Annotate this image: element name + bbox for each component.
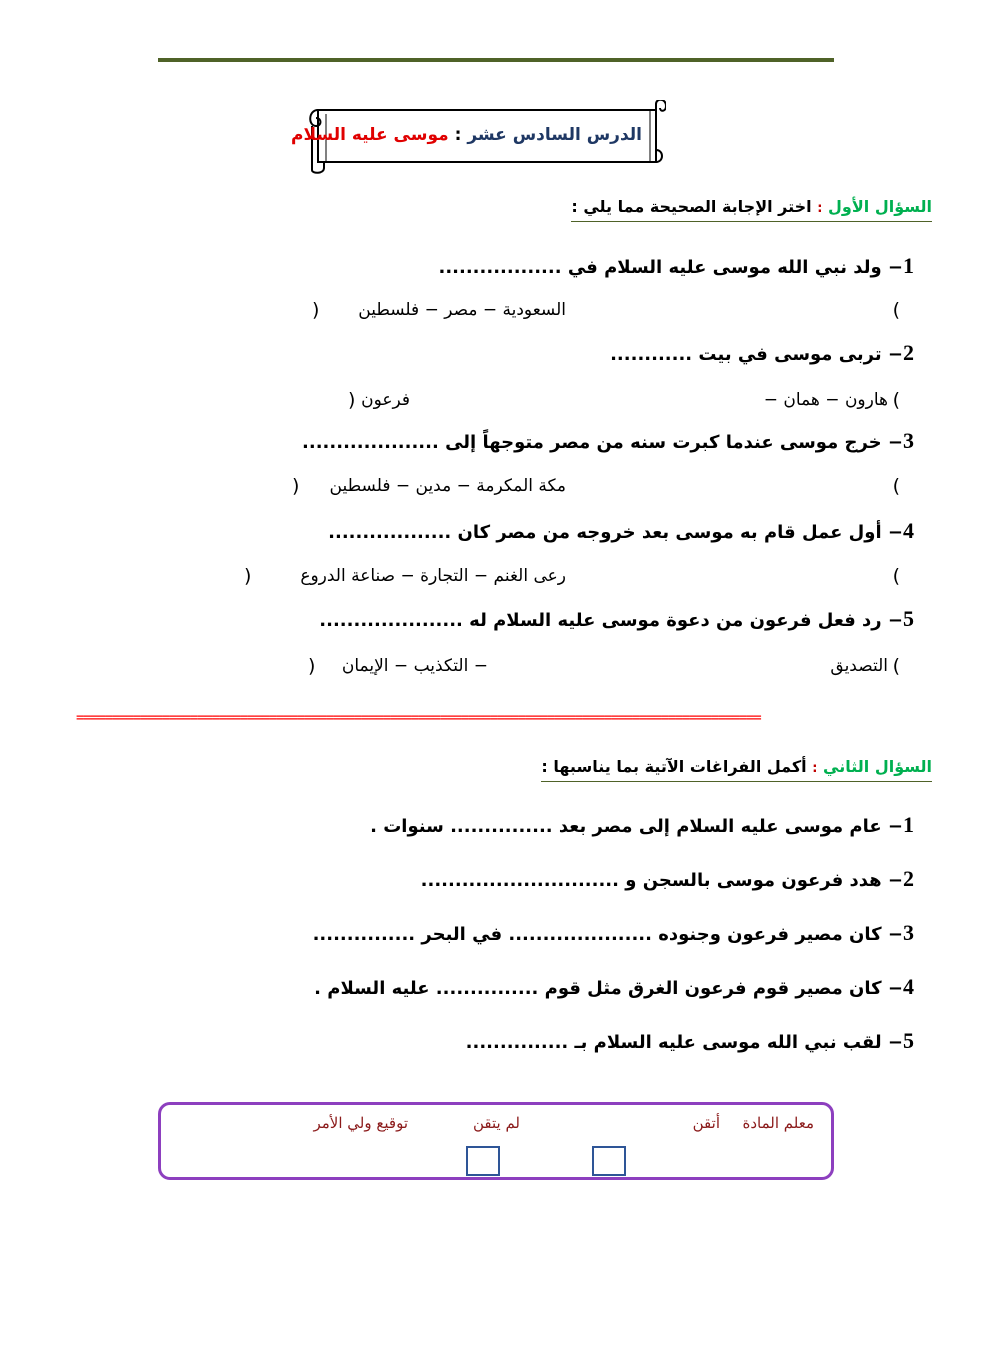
question-options: مكة المكرمة − مدين − فلسطين: [329, 476, 566, 496]
options-open-paren: (: [892, 655, 900, 677]
mastered-checkbox[interactable]: [592, 1146, 626, 1176]
section2-question-4: [314, 974, 914, 1002]
section-divider: ================================================================================================: [76, 710, 761, 726]
not-mastered-checkbox[interactable]: [466, 1146, 500, 1176]
section2-heading-label: السؤال الثاني: [823, 757, 932, 776]
options-close-paren: ): [244, 565, 252, 587]
section1-question-4: [328, 518, 914, 546]
section1-heading-text: اختر الإجابة الصحيحة مما يلي :: [571, 197, 812, 216]
mastered-label: أتقن: [692, 1114, 720, 1132]
question-text: − خرج موسى عندما كبرت سنه من مصر متوجهاً إلى ....................: [302, 432, 903, 453]
lesson-title-banner: [291, 100, 666, 174]
lesson-title: [291, 120, 642, 150]
section1-question-5: [319, 606, 914, 634]
section2-question-5: [466, 1028, 914, 1056]
question-text: − لقب نبي الله موسى عليه السلام بـ ...............: [465, 1032, 903, 1053]
question-options: التصديق: [830, 656, 888, 676]
question-text: − كان مصير قوم فرعون الغرق مثل قوم ............... عليه السلام .: [314, 978, 903, 999]
lesson-title-separator: :: [454, 125, 462, 145]
guardian-signature-label: توقيع ولي الأمر: [313, 1114, 408, 1132]
question-number: 5: [903, 606, 914, 631]
question-number: 3: [903, 428, 914, 453]
options-close-paren: ): [312, 299, 320, 321]
teacher-label: معلم المادة: [742, 1114, 814, 1132]
question-text: − هدد فرعون موسى بالسجن و .............................: [420, 870, 903, 891]
question-number: 1: [903, 253, 914, 278]
question-number: 2: [903, 340, 914, 365]
question-options-tail: فرعون: [361, 390, 410, 410]
question-text: − رد فعل فرعون من دعوة موسى عليه السلام له .....................: [319, 610, 903, 631]
question-number: 3: [903, 920, 914, 945]
section2-heading-text: أكمل الفراغات الآتية بما يناسبها :: [541, 757, 807, 776]
section1-heading: [571, 196, 932, 222]
not-mastered-label: لم يتقن: [472, 1114, 520, 1132]
question-number: 2: [903, 866, 914, 891]
question-number: 1: [903, 812, 914, 837]
question-number: 4: [903, 518, 914, 543]
section1-question-1: [438, 253, 914, 281]
section2-question-3: [313, 920, 914, 948]
section2-heading: [541, 756, 932, 782]
options-close-paren: ): [348, 389, 356, 411]
question-number: 5: [903, 1028, 914, 1053]
options-open-paren: (: [892, 475, 900, 497]
options-open-paren: (: [892, 299, 900, 321]
question-text: − تربى موسى في بيت ............: [610, 344, 903, 365]
question-options: السعودية − مصر − فلسطين: [358, 300, 566, 320]
question-options: هارون − همان −: [763, 390, 888, 410]
question-options: رعى الغنم − التجارة − صناعة الدروع: [300, 566, 566, 586]
section2-question-1: [370, 812, 914, 840]
section1-question-2: [610, 340, 914, 368]
options-close-paren: ): [308, 655, 316, 677]
options-open-paren: (: [892, 389, 900, 411]
question-number: 4: [903, 974, 914, 999]
section1-heading-label: السؤال الأول: [828, 197, 932, 216]
question-options-tail: − التكذيب − الإيمان: [341, 656, 488, 676]
section2-question-2: [421, 866, 914, 894]
options-open-paren: (: [892, 565, 900, 587]
question-text: − كان مصير فرعون وجنوده ..................... في البحر ...............: [312, 924, 903, 945]
section1-question-3: [302, 428, 914, 456]
lesson-title-name: موسى عليه السلام: [291, 125, 449, 145]
section2-heading-separator: :: [812, 761, 818, 776]
options-close-paren: ): [292, 475, 300, 497]
question-text: − أول عمل قام به موسى بعد خروجه من مصر كان ..................: [328, 522, 903, 543]
top-divider-line: [158, 58, 834, 62]
lesson-title-prefix: الدرس السادس عشر: [467, 125, 642, 145]
question-text: − ولد نبي الله موسى عليه السلام في ..................: [438, 257, 903, 278]
section1-heading-separator: :: [817, 201, 823, 216]
question-text: − عام موسى عليه السلام إلى مصر بعد ............... سنوات .: [370, 816, 903, 837]
